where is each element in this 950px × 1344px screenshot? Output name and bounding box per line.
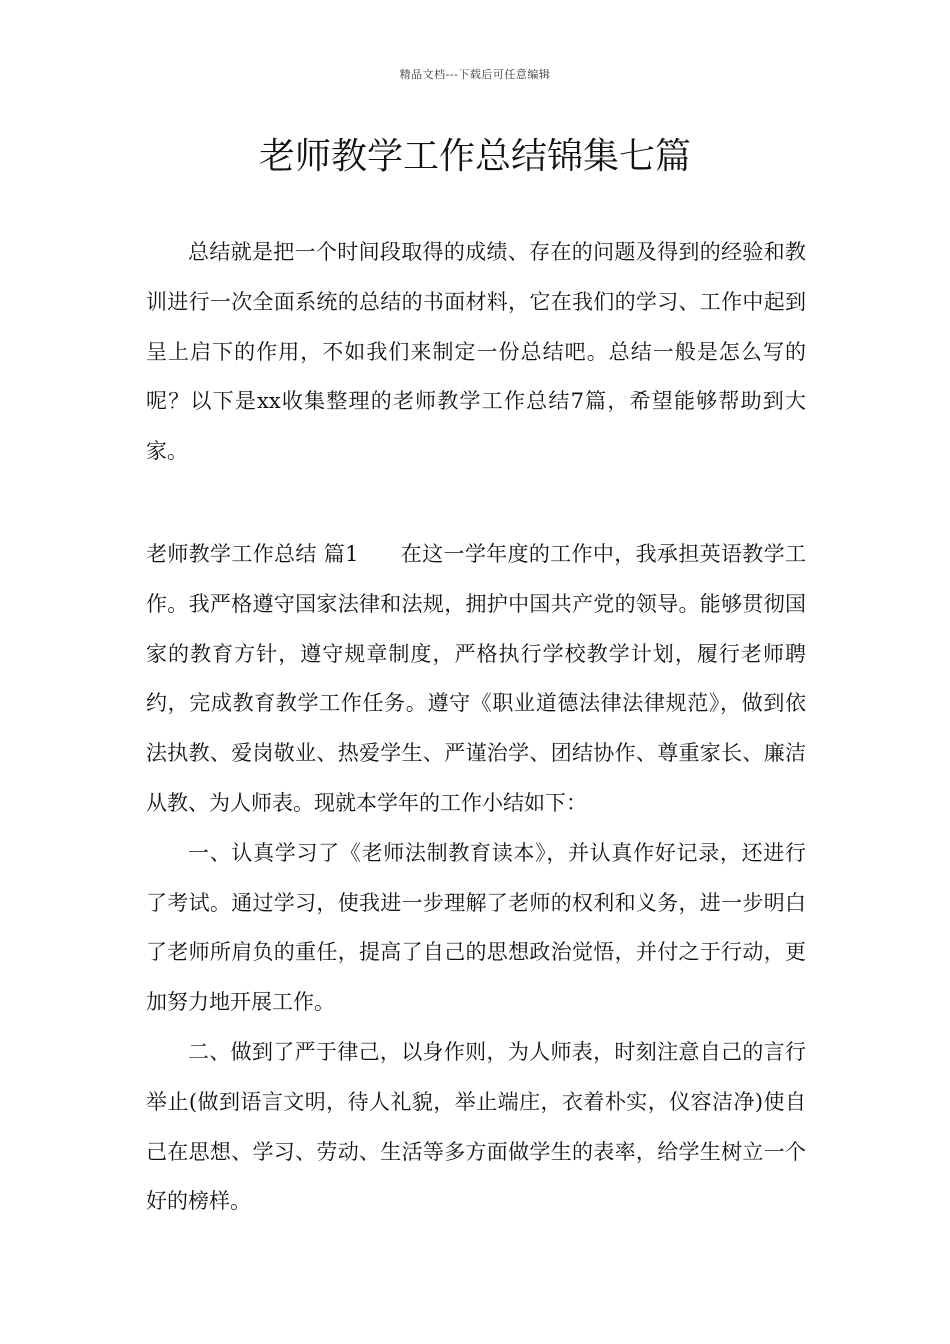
document-title: 老师教学工作总结锦集七篇	[258, 136, 691, 177]
paragraph-gap	[146, 477, 806, 530]
section-1-paragraph	[146, 530, 806, 829]
point-1-paragraph: 一、认真学习了《老师法制教育读本》，并认真作好记录，还进行了考试。通过学习，使我进一步理解了老师的权利和义务，进一步明白了老师所肩负的重任，提高了自己的思想政治觉悟，并付之于行动，更加努力地开展工作。	[146, 840, 806, 1015]
point-2-paragraph: 二、做到了严于律己，以身作则，为人师表，时刻注意自己的言行举止(做到语言文明，待人礼貌，举止端庄，衣着朴实，仪容洁净)使自己在思想、学习、劳动、生活等多方面做学生的表率，给学生树立一个好的榜样。	[146, 1039, 806, 1214]
intro-paragraph: 总结就是把一个时间段取得的成绩、存在的问题及得到的经验和教训进行一次全面系统的总结的书面材料，它在我们的学习、工作中起到呈上启下的作用，不如我们来制定一份总结吧。总结一般是怎么写的呢？以下是xx收集整理的老师教学工作总结7篇，希望能够帮助到大家。	[146, 240, 806, 464]
section-1-heading: 老师教学工作总结 篇1	[146, 541, 359, 566]
section-1-text: 在这一学年度的工作中，我承担英语教学工作。我严格遵守国家法律和法规，拥护中国共产党的领导。能够贯彻国家的教育方针，遵守规章制度，严格执行学校教学计划，履行老师聘约，完成教育教学工作任务。遵守《职业道德法律法律规范》，做到依法执教、爱岗敬业、热爱学生、严谨治学、团结协作、尊重家长、廉洁从教、为人师表。现就本学年的工作小结如下：	[146, 541, 806, 815]
header-note: 精品文档---下载后可任意编辑	[399, 68, 551, 81]
document-body	[146, 228, 806, 1227]
